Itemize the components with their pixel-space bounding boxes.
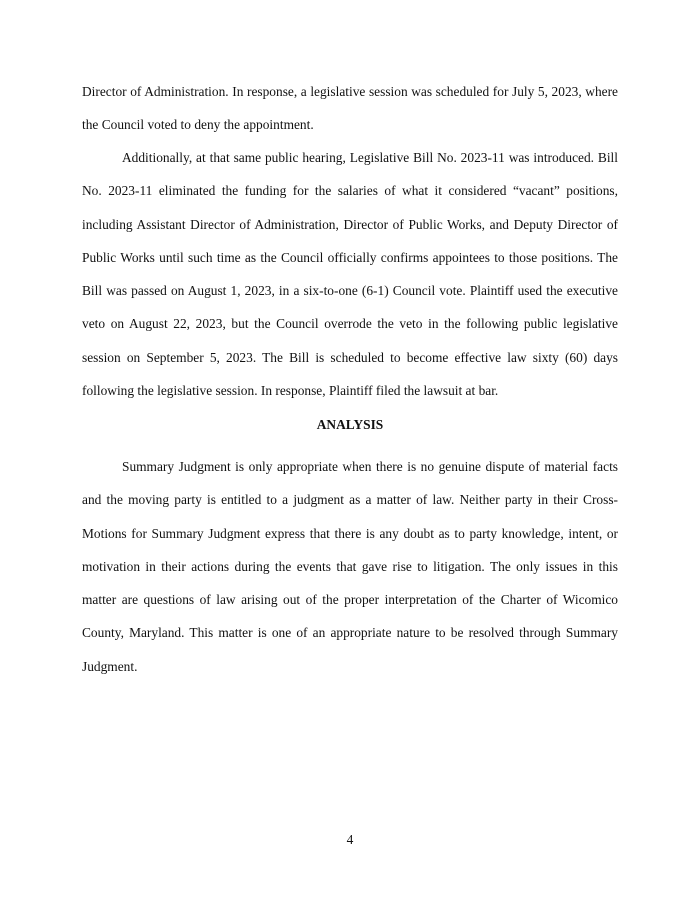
paragraph-analysis: Summary Judgment is only appropriate when there is no genuine dispute of material facts and the moving party is entitled to a judgment as a matter of law. Neither party in their Cross-Motions for Summary Judgment express that there is any doubt as to party knowledge, intent, or motivation in their actions during the events that gave rise to litigation. The only issues in this matter are questions of law arising out of the proper interpretation of the Charter of Wicomico County, Maryland. This matter is one of an appropriate nature to be resolved through Summary Judgment. — [82, 459, 618, 674]
paragraph-legislative-bill: Additionally, at that same public hearing, Legislative Bill No. 2023-11 was introduced. Bill No. 2023-11 eliminated the funding for the salaries of what it considered “vacant” positions, including Assistant Director of Administration, Director of Public Works, and Deputy Director of Public Works until such time as the Council officially confirms appointees to those positions. The Bill was passed on August 1, 2023, in a six-to-one (6-1) Council vote. Plaintiff used the executive veto on August 22, 2023, but the Council overrode the veto in the following public legislative session on September 5, 2023. The Bill is scheduled to become effective law sixty (60) days following the legislative session. In response, Plaintiff filed the lawsuit at bar. — [82, 150, 618, 399]
paragraph-continuation: Director of Administration. In response, a legislative session was scheduled for July 5, 2023, where the Council voted to deny the appointment. — [82, 84, 618, 133]
section-heading-analysis: ANALYSIS — [316, 417, 384, 432]
page-number: 4 — [346, 832, 354, 847]
